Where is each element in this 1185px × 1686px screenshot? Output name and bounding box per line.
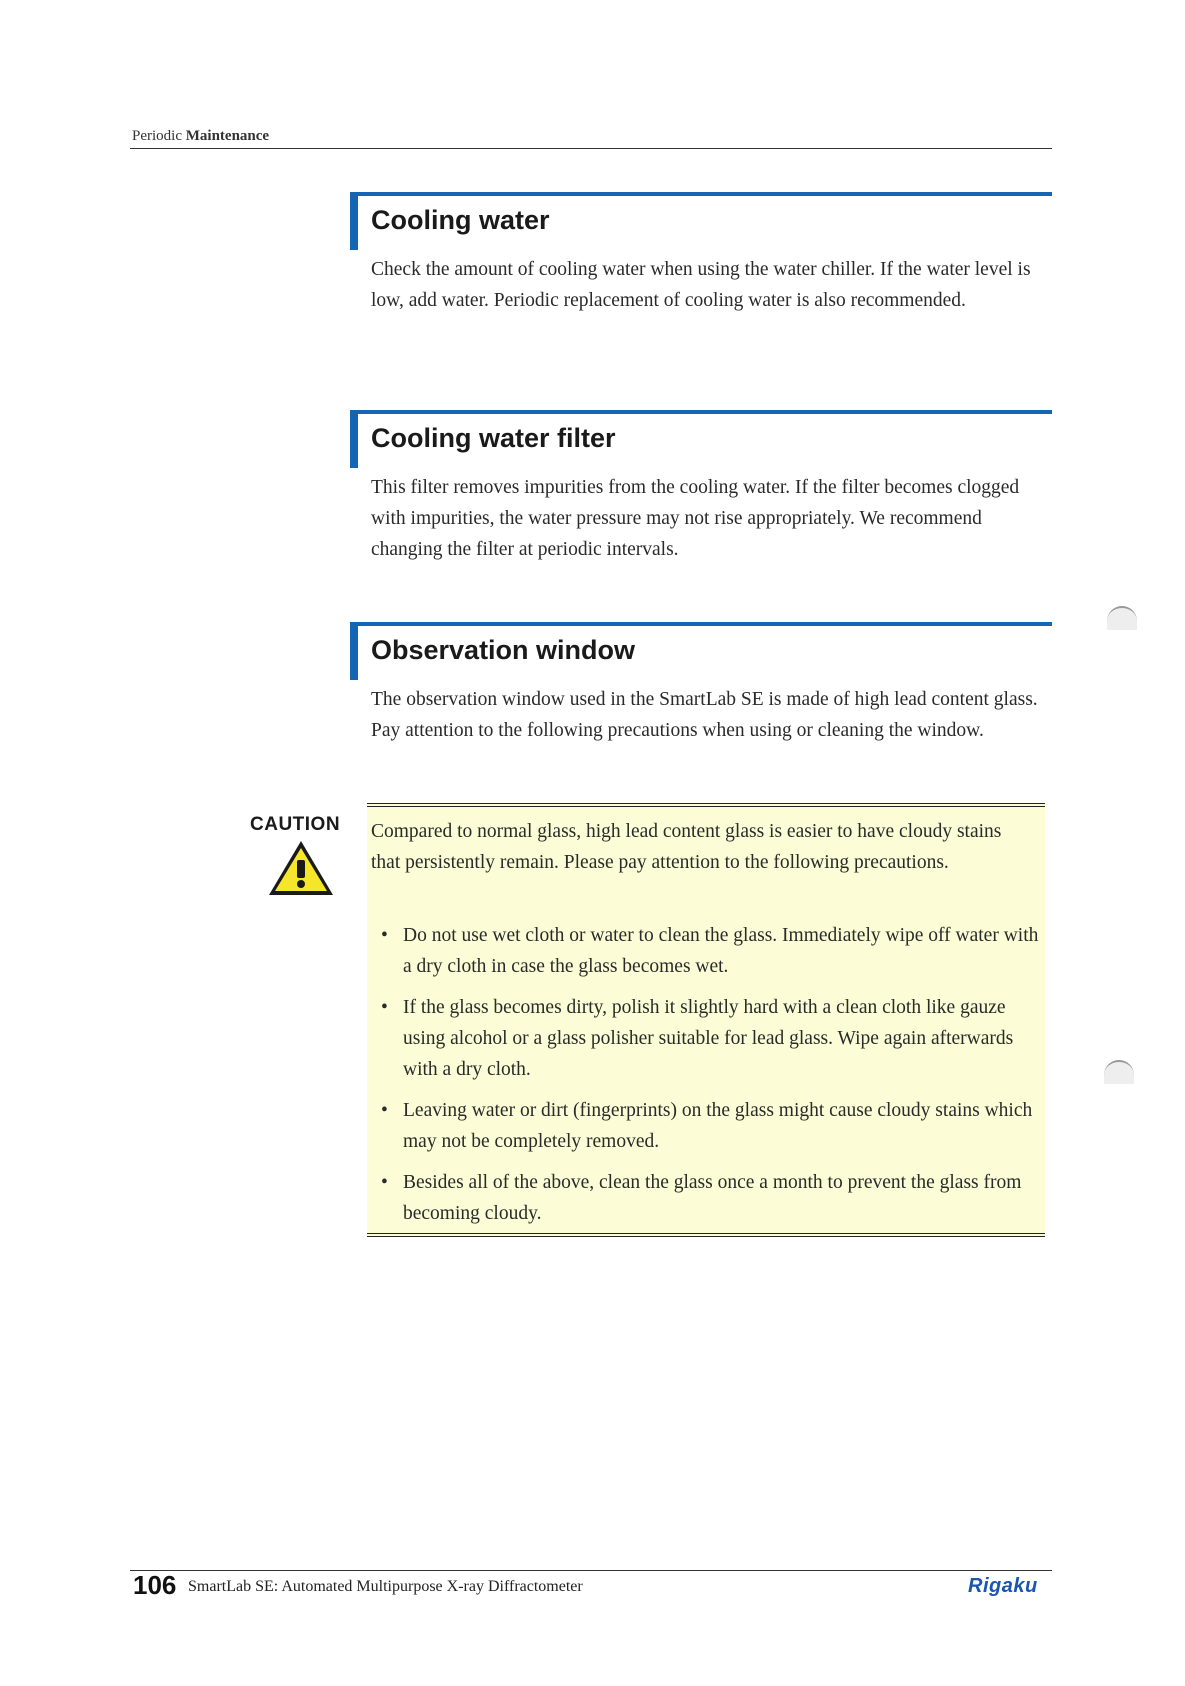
bullet-dot: • <box>381 1100 388 1121</box>
caution-intro: Compared to normal glass, high lead content glass is easier to have cloudy stains that persistently remain. Please pay attention to the following precautions. <box>371 821 1002 873</box>
running-header <box>132 128 269 145</box>
section-topline <box>350 192 1052 196</box>
section-accent-bar <box>350 622 358 680</box>
warning-triangle-icon <box>266 838 336 898</box>
section-body: The observation window used in the SmartLab SE is made of high lead content glass. Pay attention to the following precautions when using or cleaning the window. <box>371 689 1038 741</box>
list-item-text: Do not use wet cloth or water to clean the glass. Immediately wipe off water with a dry cloth in case the glass becomes wet. <box>403 925 1039 977</box>
section-title: Cooling water filter <box>371 423 616 453</box>
section-body: Check the amount of cooling water when using the water chiller. If the water level is low, add water. Periodic replacement of cooling water is also recommended. <box>371 259 1031 311</box>
section-accent-bar <box>350 192 358 250</box>
punch-hole-mark <box>1107 606 1137 630</box>
section-body: This filter removes impurities from the cooling water. If the filter becomes clogged with impurities, the water pressure may not rise appropriately. We recommend changing the filter at periodic intervals. <box>371 477 1020 560</box>
brand-logo: Rigaku <box>968 1575 1038 1597</box>
section-title: Observation window <box>371 635 636 665</box>
header-rule <box>130 148 1052 149</box>
list-item <box>371 1095 1041 1157</box>
list-item-text: Leaving water or dirt (fingerprints) on the glass might cause cloudy stains which may not be completely removed. <box>403 1100 1033 1152</box>
section-topline <box>350 622 1052 626</box>
section-title: Cooling water <box>371 205 550 235</box>
caution-box <box>367 803 1045 1237</box>
bullet-dot: • <box>381 925 388 946</box>
punch-hole-mark <box>1104 1060 1134 1084</box>
running-header-normal: Periodic <box>132 128 186 144</box>
running-header-bold: Maintenance <box>185 128 270 144</box>
section-topline <box>350 410 1052 414</box>
caution-label: CAUTION <box>250 814 341 835</box>
list-item <box>371 1167 1041 1229</box>
caution-bullet-list <box>371 920 1041 1239</box>
footer-rule <box>130 1570 1052 1571</box>
list-item <box>371 992 1041 1085</box>
list-item-text: Besides all of the above, clean the glass once a month to prevent the glass from becoming cloudy. <box>403 1172 1022 1224</box>
bullet-dot: • <box>381 997 388 1018</box>
footer-title: SmartLab SE: Automated Multipurpose X-ray Diffractometer <box>188 1578 583 1595</box>
list-item <box>371 920 1041 982</box>
page-number: 106 <box>133 1570 177 1600</box>
bullet-dot: • <box>381 1172 388 1193</box>
list-item-text: If the glass becomes dirty, polish it slightly hard with a clean cloth like gauze using alcohol or a glass polisher suitable for lead glass. Wipe again afterwards with a dry cloth. <box>403 997 1014 1080</box>
section-accent-bar <box>350 410 358 468</box>
